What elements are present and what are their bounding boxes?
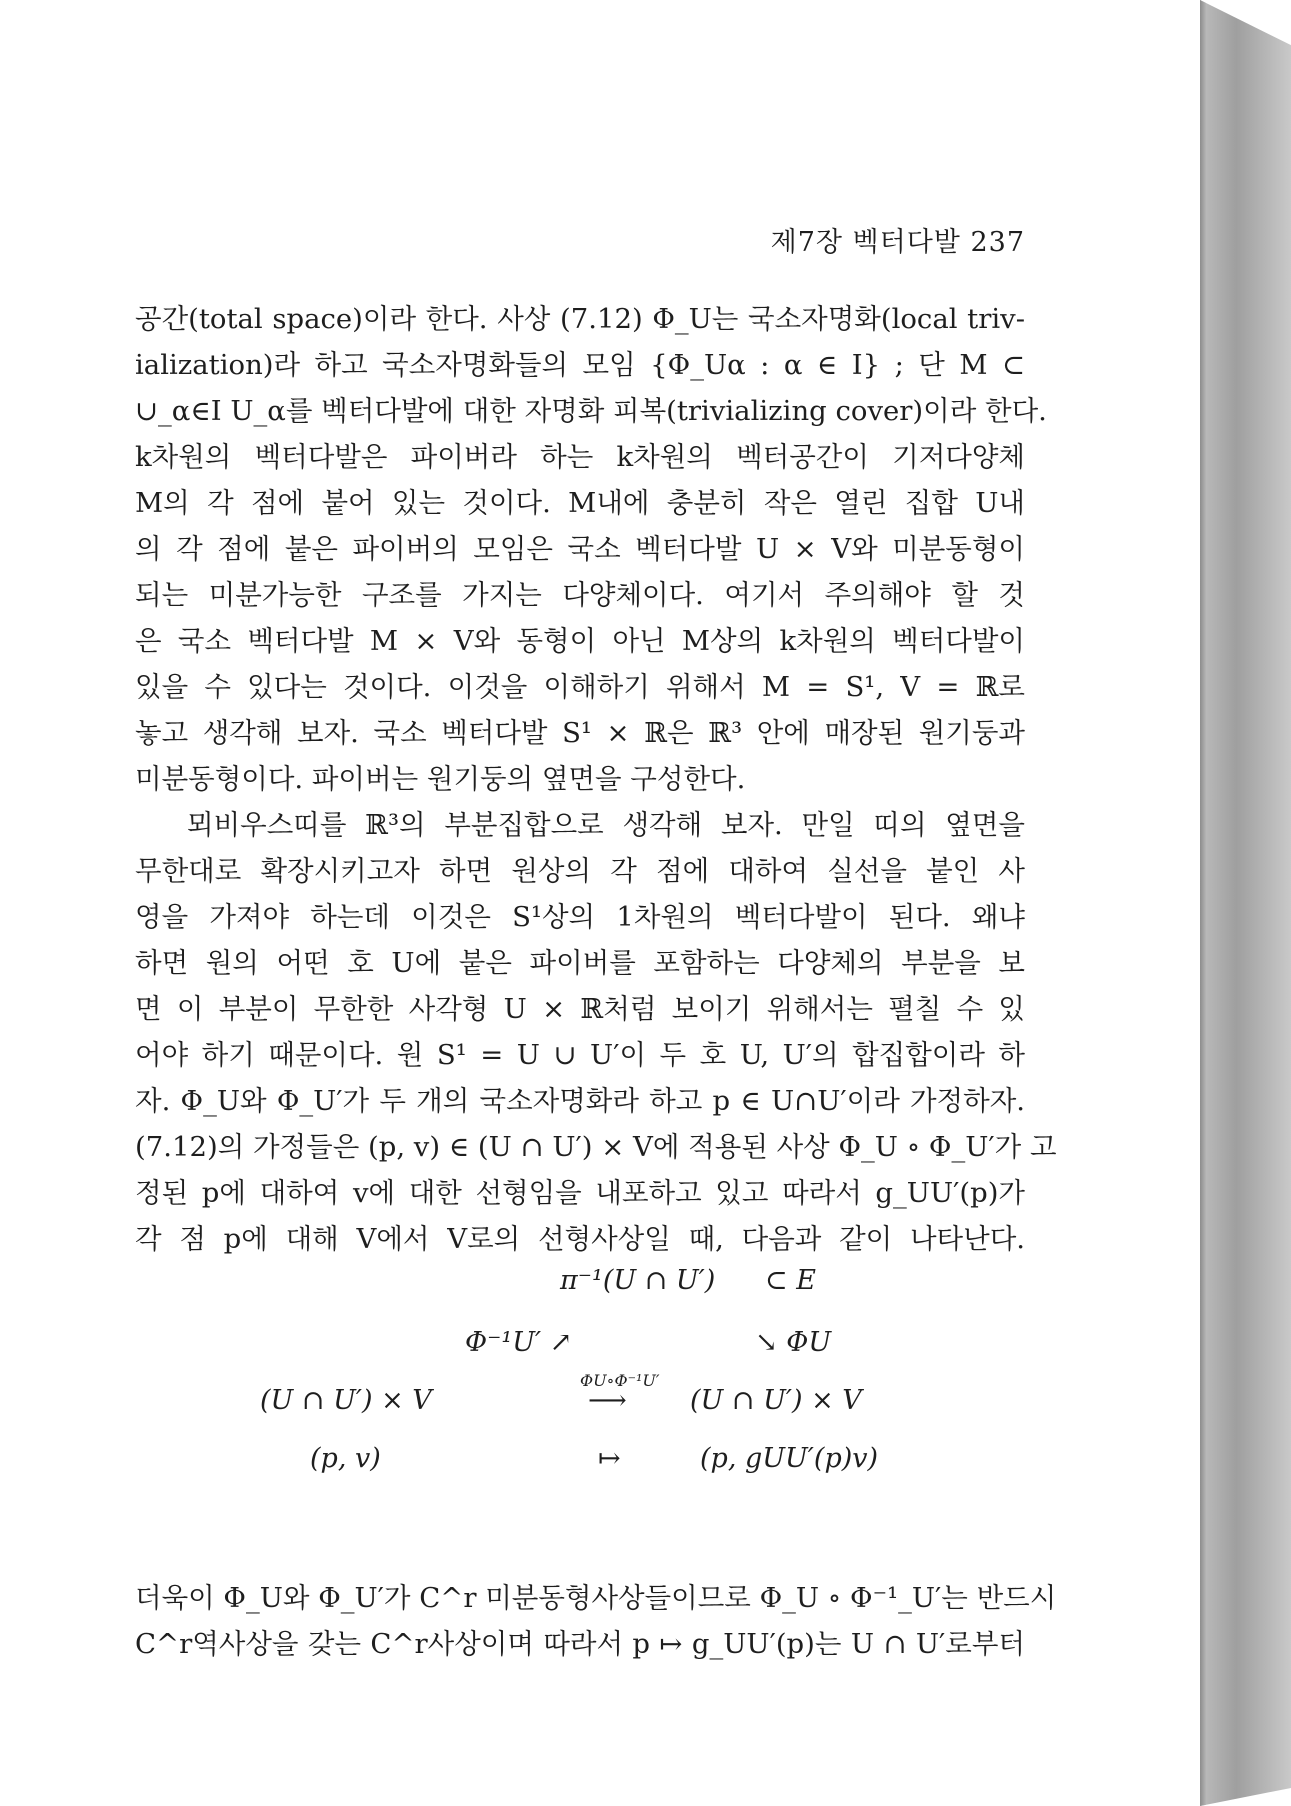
text-line: (7.12)의 가정들은 (p, v) ∈ (U ∩ U′) × V에 적용된 사상 Φ_U ∘ Φ_U′가 고 xyxy=(135,1131,1057,1163)
diagram-right-bottom: (p, gUU′(p)v) xyxy=(700,1443,879,1474)
text-line: 더욱이 Φ_U와 Φ_U′가 C^r 미분동형사상들이므로 Φ_U ∘ Φ⁻¹_U′는 반드시 xyxy=(135,1582,1057,1614)
text-line: 어야 하기 때문이다. 원 S¹ = U ∪ U′이 두 호 U, U′의 합집합이라 하 xyxy=(135,1039,1025,1071)
diagram-right-mid: (U ∩ U′) × V xyxy=(690,1385,862,1416)
text-line: ialization)라 하고 국소자명화들의 모임 {Φ_Uα : α ∈ I} ; 단 M ⊂ xyxy=(135,349,1025,381)
diagram-top-right: ⊂ E xyxy=(765,1265,816,1296)
text-line: 각 점 p에 대해 V에서 V로의 선형사상일 때, 다음과 같이 나타난다. xyxy=(135,1223,1025,1255)
commutative-diagram xyxy=(250,1265,1050,1565)
text-line: M의 각 점에 붙어 있는 것이다. M내에 충분히 작은 열린 집합 U내 xyxy=(135,487,1025,519)
text-line: 은 국소 벡터다발 M × V와 동형이 아닌 M상의 k차원의 벡터다발이 xyxy=(135,625,1025,657)
text-line: ∪_α∈I U_α를 벡터다발에 대한 자명화 피복(trivializing cover)이라 한다. xyxy=(135,395,1047,427)
text-line: 놓고 생각해 보자. 국소 벡터다발 S¹ × ℝ은 ℝ³ 안에 매장된 원기둥과 xyxy=(135,717,1025,749)
text-line: 면 이 부분이 무한한 사각형 U × ℝ처럼 보이기 위해서는 펼칠 수 있 xyxy=(135,993,1025,1025)
text-line: 하면 원의 어떤 호 U에 붙은 파이버를 포함하는 다양체의 부분을 보 xyxy=(135,947,1025,979)
diagram-maps-to: ↦ xyxy=(598,1443,621,1474)
text-line: 있을 수 있다는 것이다. 이것을 이해하기 위해서 M = S¹, V = ℝ로 xyxy=(135,671,1025,703)
text-line: 영을 가져야 하는데 이것은 S¹상의 1차원의 벡터다발이 된다. 왜냐 xyxy=(135,901,1025,933)
diagram-mid-arrow-label: ΦU∘Φ⁻¹U′ xyxy=(580,1371,660,1390)
diagram-left-bottom: (p, v) xyxy=(310,1443,381,1474)
text-line: 정된 p에 대하여 v에 대한 선형임을 내포하고 있고 따라서 g_UU′(p)가 xyxy=(135,1177,1025,1209)
body-text-continued xyxy=(135,1575,1057,1667)
text-line: 자. Φ_U와 Φ_U′가 두 개의 국소자명화라 하고 p ∈ U∩U′이라 가정하자. xyxy=(135,1085,1025,1117)
text-line: k차원의 벡터다발은 파이버라 하는 k차원의 벡터공간이 기저다양체 xyxy=(135,441,1025,473)
diagram-top: π⁻¹(U ∩ U′) xyxy=(560,1265,716,1296)
diagram-left-arrow: Φ⁻¹U′ ↗ xyxy=(465,1327,573,1358)
running-head: 제7장 벡터다발 237 xyxy=(770,227,1025,258)
text-line: 공간(total space)이라 한다. 사상 (7.12) Φ_U는 국소자명화(local triv- xyxy=(135,303,1025,335)
text-line: 무한대로 확장시키고자 하면 원상의 각 점에 대하여 실선을 붙인 사 xyxy=(135,855,1025,887)
diagram-mid-arrow: ⟶ xyxy=(588,1385,627,1416)
text-line: 되는 미분가능한 구조를 가지는 다양체이다. 여기서 주의해야 할 것 xyxy=(135,579,1025,611)
paragraph-start-line: 뫼비우스띠를 ℝ³의 부분집합으로 생각해 보자. 만일 띠의 옆면을 xyxy=(187,809,1025,841)
page-stack-edge xyxy=(1200,0,1291,1806)
body-text xyxy=(135,296,1057,1262)
text-line: 미분동형이다. 파이버는 원기둥의 옆면을 구성한다. xyxy=(135,763,746,795)
diagram-right-arrow: ↘ ΦU xyxy=(755,1327,832,1358)
text-line: C^r역사상을 갖는 C^r사상이며 따라서 p ↦ g_UU′(p)는 U ∩ U′로부터 xyxy=(135,1628,1025,1660)
diagram-left-mid: (U ∩ U′) × V xyxy=(260,1385,432,1416)
text-line: 의 각 점에 붙은 파이버의 모임은 국소 벡터다발 U × V와 미분동형이 xyxy=(135,533,1025,565)
